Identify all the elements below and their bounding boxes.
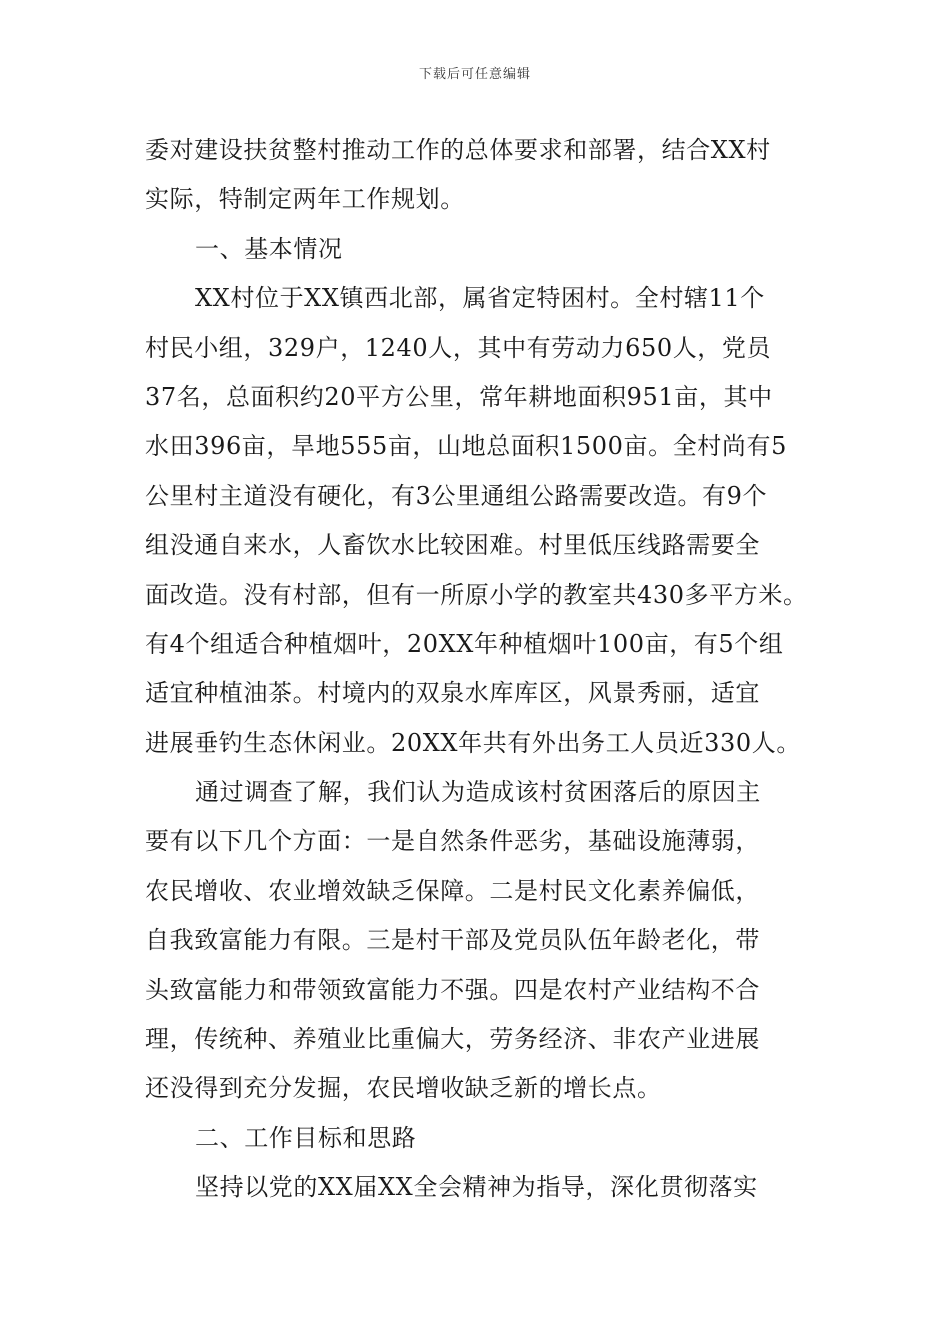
header-note: 下载后可任意编辑 — [418, 67, 531, 82]
body-line: 水田396亩，旱地555亩，山地总面积1500亩。全村尚有5 — [145, 432, 787, 461]
body-line: 自我致富能力有限。三是村干部及党员队伍年龄老化，带 — [145, 926, 760, 955]
body-line: 进展垂钓生态休闲业。20XX年共有外出务工人员近330人。 — [145, 728, 801, 757]
body-line: 还没得到充分发掘，农民增收缺乏新的增长点。 — [145, 1074, 662, 1103]
body-line: 村民小组，329户，1240人，其中有劳动力650人，党员 — [145, 333, 772, 362]
body-line: 面改造。没有村部，但有一所原小学的教室共430多平方米。 — [145, 580, 808, 609]
body-line: 适宜种植油茶。村境内的双泉水库库区，风景秀丽，适宜 — [145, 679, 760, 708]
body-line: 组没通自来水，人畜饮水比较困难。村里低压线路需要全 — [145, 531, 760, 560]
body-line: 要有以下几个方面：一是自然条件恶劣，基础设施薄弱， — [145, 827, 760, 856]
body-line: 有4个组适合种植烟叶，20XX年种植烟叶100亩，有5个组 — [145, 629, 784, 658]
body-line: XX村位于XX镇西北部，属省定特困村。全村辖11个 — [195, 284, 765, 313]
section-heading: 一、基本情况 — [195, 234, 343, 263]
document-body — [145, 126, 810, 1213]
body-line: 头致富能力和带领致富能力不强。四是农村产业结构不合 — [145, 975, 760, 1004]
body-line: 公里村主道没有硬化，有3公里通组公路需要改造。有9个 — [145, 481, 768, 510]
body-line: 坚持以党的XX届XX全会精神为指导，深化贯彻落实 — [195, 1173, 758, 1202]
body-line: 委对建设扶贫整村推动工作的总体要求和部署，结合XX村 — [145, 136, 771, 164]
body-line: 37名，总面积约20平方公里，常年耕地面积951亩，其中 — [145, 382, 773, 411]
body-line: 通过调查了解，我们认为造成该村贫困落后的原因主 — [195, 778, 761, 807]
body-line: 实际，特制定两年工作规划。 — [145, 185, 465, 214]
body-line: 农民增收、农业增效缺乏保障。二是村民文化素养偏低， — [145, 876, 760, 905]
section-heading: 二、工作目标和思路 — [195, 1123, 417, 1152]
body-line: 理，传统种、养殖业比重偏大，劳务经济、非农产业进展 — [145, 1025, 760, 1054]
